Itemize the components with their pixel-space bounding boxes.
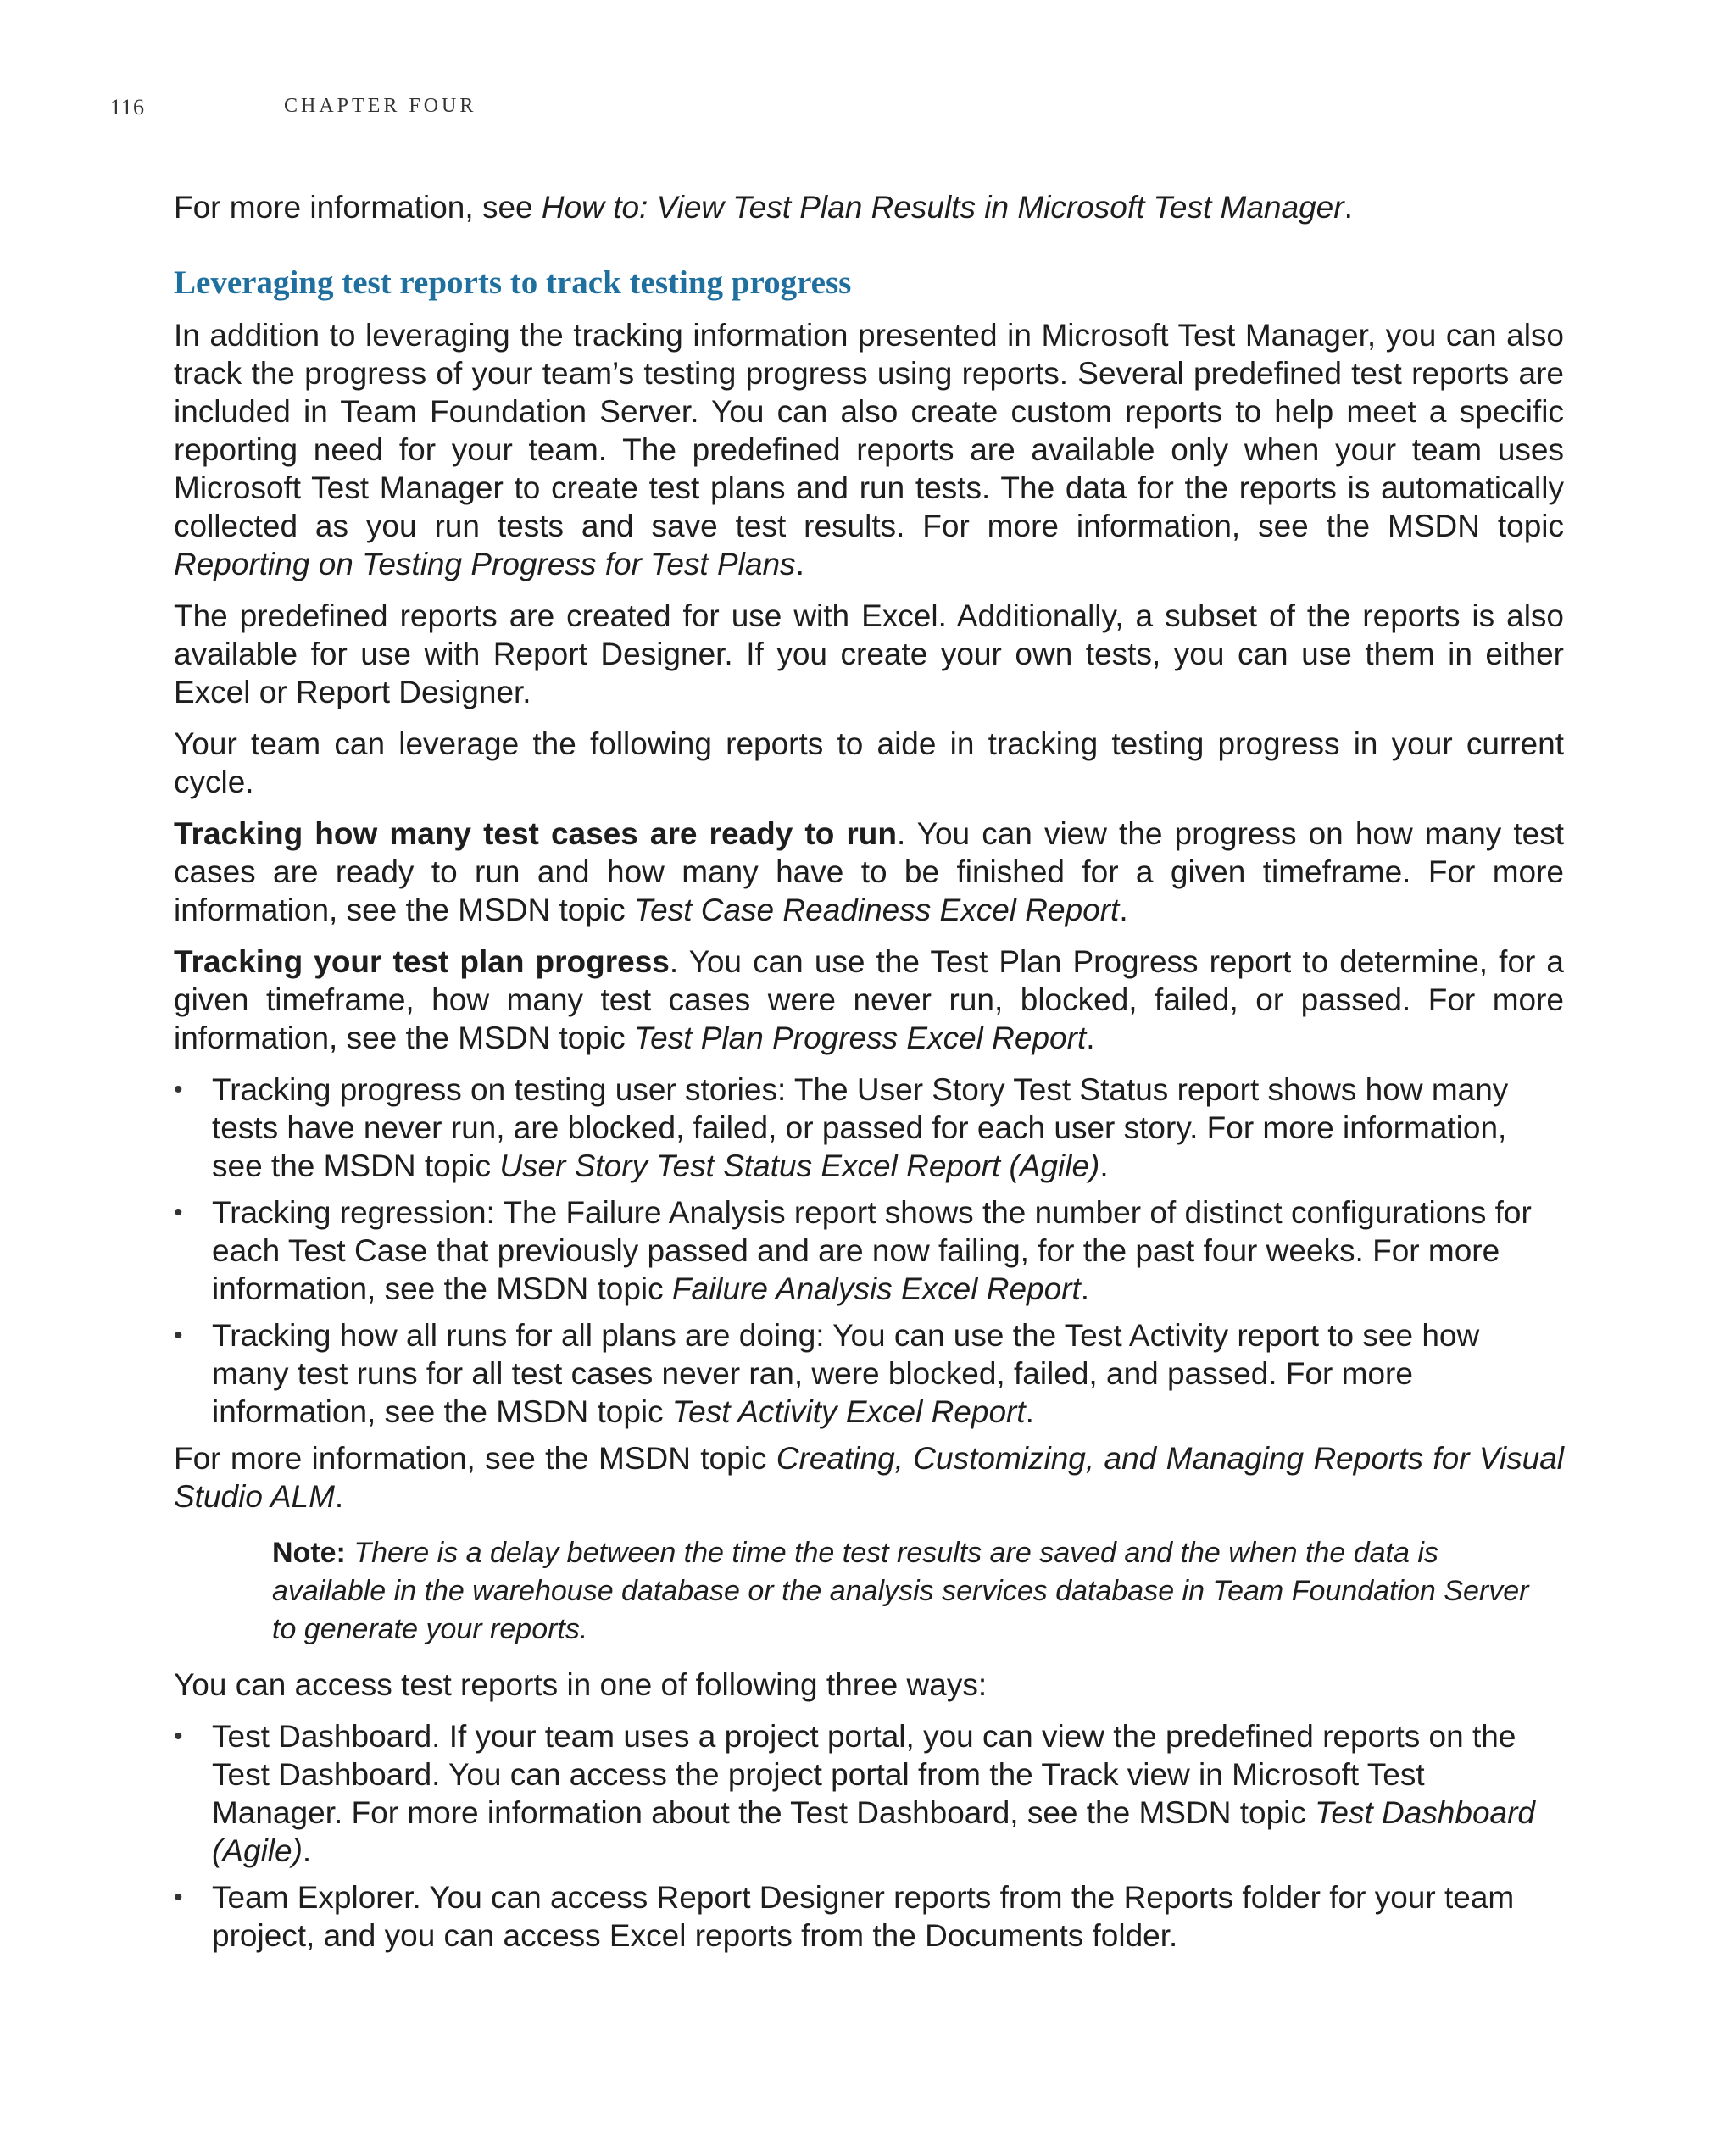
paragraph-4-reference: Test Case Readiness Excel Report <box>633 893 1120 927</box>
paragraph-1-end: . <box>795 547 804 581</box>
running-head <box>110 95 477 120</box>
chapter-title: CHAPTER FOUR <box>284 95 477 117</box>
paragraph-5-reference: Test Plan Progress Excel Report <box>633 1021 1087 1055</box>
paragraph-4-term: Tracking how many test cases are ready to run <box>174 816 897 851</box>
list-item-end: . <box>302 1833 312 1868</box>
intro-text: For more information, see <box>174 190 542 225</box>
list-item-end: . <box>1080 1271 1090 1306</box>
list-item-text: Tracking how all runs for all plans are doing: You can use the Test Activity report to see how many test runs for all test cases never ran, were blocked, failed, and passed. For more information, see the MSDN topic <box>212 1318 1480 1429</box>
list-item-end: . <box>1099 1149 1109 1183</box>
list-item <box>174 1316 1564 1431</box>
report-list <box>174 1071 1564 1431</box>
paragraph-1-text: In addition to leveraging the tracking information presented in Microsoft Test Manager, you can also track the progress of your team’s testing progress using reports. Several predefined test reports are included in Team Foundation Server. You can also create custom reports to help meet a specific reporting need for your team. The predefined reports are available only when your team uses Microsoft Test Manager to create test plans and run tests. The data for the reports is automatically collected as you run tests and save test results. For more information, see the MSDN topic <box>174 318 1564 543</box>
note-label: Note: <box>272 1537 346 1569</box>
paragraph-7: You can access test reports in one of following three ways: <box>174 1667 988 1702</box>
list-item-text: Tracking regression: The Failure Analysis report shows the number of distinct configurations for each Test Case that previously passed and are now failing, for the past four weeks. For more information, see the MSDN topic <box>212 1195 1532 1306</box>
list-item-text: Test Dashboard. If your team uses a project portal, you can view the predefined reports on the Test Dashboard. You can access the project portal from the Track view in Microsoft Test Manager. For more information about the Test Dashboard, see the MSDN topic <box>212 1719 1516 1830</box>
paragraph-5-term: Tracking your test plan progress <box>174 944 670 979</box>
paragraph-4-end: . <box>1119 893 1128 927</box>
paragraph-5-end: . <box>1086 1021 1095 1055</box>
access-list <box>174 1717 1564 1955</box>
list-item-reference: Failure Analysis Excel Report <box>671 1271 1081 1306</box>
list-item-reference: Test Activity Excel Report <box>671 1394 1026 1429</box>
list-item-end: . <box>1025 1394 1034 1429</box>
paragraph-6-end: . <box>334 1479 344 1514</box>
list-item <box>174 1878 1564 1955</box>
paragraph-1 <box>174 316 1564 583</box>
paragraph-3: Your team can leverage the following reports to aide in tracking testing progress in your current cycle. <box>174 726 1564 799</box>
paragraph-4 <box>174 815 1564 929</box>
list-item-text: Tracking progress on testing user stories: The User Story Test Status report shows how many tests have never run, are blocked, failed, or passed for each user story. For more information, see the MSDN topic <box>212 1072 1509 1183</box>
note-text: There is a delay between the time the test results are saved and the when the data is available in the warehouse database or the analysis services database in Team Foundation Server to generate your reports. <box>272 1537 1529 1645</box>
intro-end: . <box>1344 190 1353 225</box>
section-heading: Leveraging test reports to track testing progress <box>174 264 852 301</box>
list-item-reference: Test Dashboard (Agile) <box>212 1795 1536 1868</box>
page-body <box>174 188 1564 1963</box>
intro-paragraph <box>174 188 1564 226</box>
list-item <box>174 1071 1564 1185</box>
intro-reference: How to: View Test Plan Results in Microsoft Test Manager <box>541 190 1344 225</box>
note-box <box>272 1534 1555 1649</box>
page-number: 116 <box>110 95 146 120</box>
list-item <box>174 1193 1564 1308</box>
paragraph-5-text: . You can use the Test Plan Progress report to determine, for a given timeframe, how many test cases were never run, blocked, failed, or passed. For more information, see the MSDN topic <box>174 944 1565 1055</box>
paragraph-1-reference: Reporting on Testing Progress for Test Plans <box>174 547 796 581</box>
list-item <box>174 1717 1564 1870</box>
paragraph-6-reference: Creating, Customizing, and Managing Reports for Visual Studio ALM <box>174 1441 1564 1514</box>
paragraph-5 <box>174 943 1564 1057</box>
paragraph-6-text: For more information, see the MSDN topic <box>174 1441 776 1476</box>
paragraph-6 <box>174 1439 1564 1516</box>
list-item-reference: User Story Test Status Excel Report (Agile) <box>499 1149 1100 1183</box>
paragraph-4-text: . You can view the progress on how many test cases are ready to run and how many have to be finished for a given timeframe. For more information, see the MSDN topic <box>174 816 1564 927</box>
list-item-text: Team Explorer. You can access Report Designer reports from the Reports folder for your team project, and you can access Excel reports from the Documents folder. <box>212 1880 1515 1953</box>
paragraph-2: The predefined reports are created for use with Excel. Additionally, a subset of the reports is also available for use with Report Designer. If you create your own tests, you can use them in either Excel or Report Designer. <box>174 598 1564 709</box>
